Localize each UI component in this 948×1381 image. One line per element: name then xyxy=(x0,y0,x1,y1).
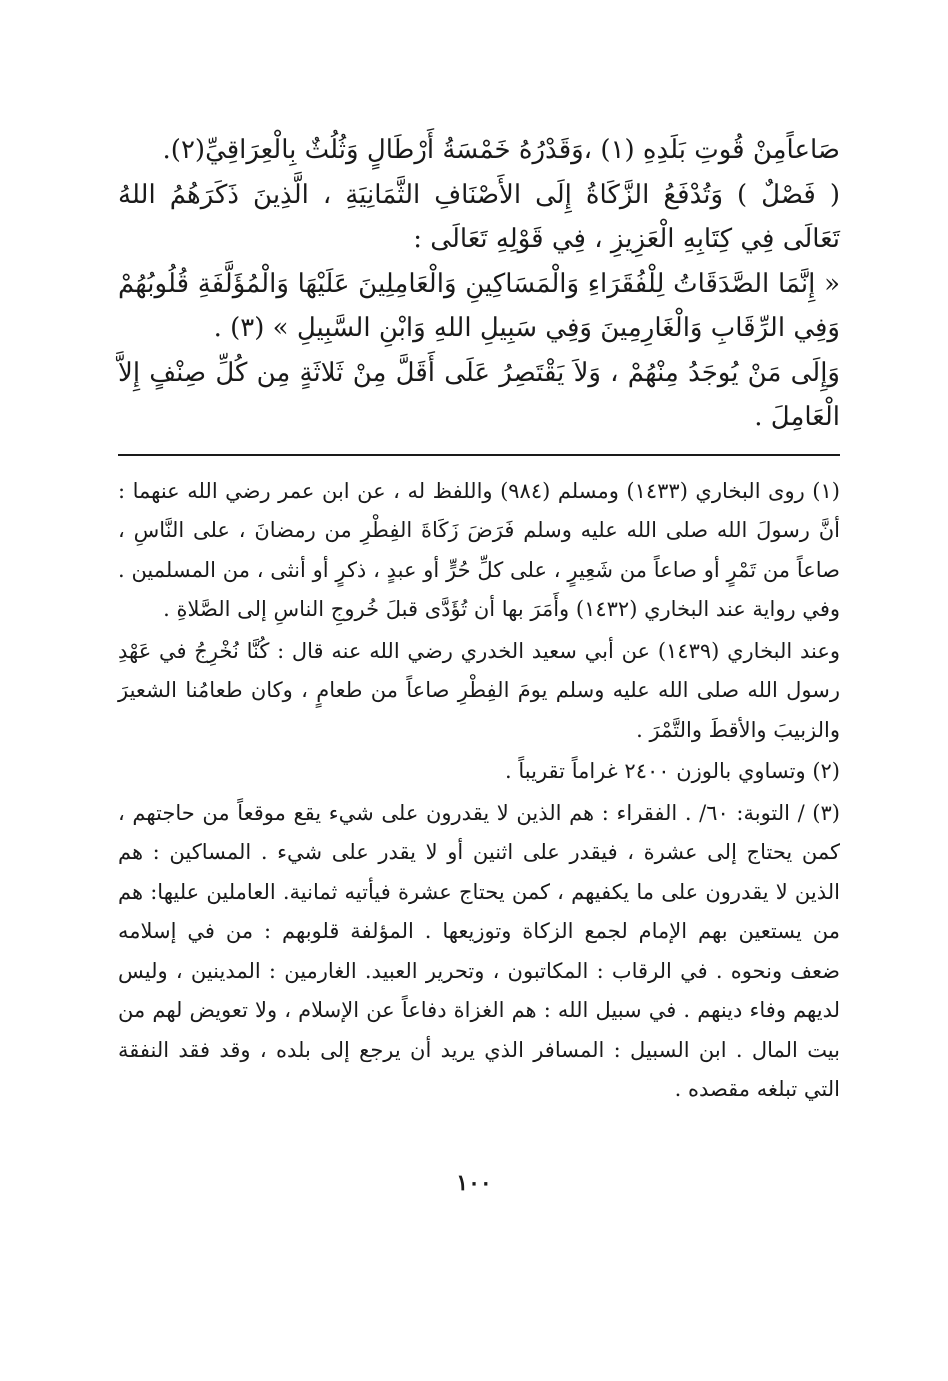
footnote-divider xyxy=(118,454,840,456)
main-paragraph-1: صَاعاًمِنْ قُوتِ بَلَدِهِ (١) ،وَقَدْرُهُ خَمْسَةُ أَرْطَالٍ وَثُلُثٌ بِالْعِرَاقِيِّ(٢). xyxy=(162,135,840,165)
footnotes xyxy=(118,472,840,1110)
main-paragraph-3-quran-verse: « إِنَّمَا الصَّدَقَاتُ لِلْفُقَرَاءِ وَالْمَسَاكِينِ وَالْعَامِلِينَ عَلَيْهَا وَالْمُؤَلَّفَةِ قُلُوبُهُمْ وَفِي الرِّقَابِ وَالْغَارِمِينَ وَفِي سَبِيلِ اللهِ وَابْنِ السَّبِيلِ » (٣) . xyxy=(118,268,840,343)
footnote-3: (٣) / التوبة: ٦٠/ . الفقراء : هم الذين لا يقدرون على شيء يقع موقعاً من حاجتهم ، كمن يحتاج إلى عشرة ، فيقدر على اثنين أو لا يقدر على شيء . المساكين : هم الذين لا يقدرون على ما يكفيهم ، كمن يحتاج عشرة فيأتيه ثمانية. العاملين عليها: هم من يستعين بهم الإمام لجمع الزكاة وتوزيعها . المؤلفة قلوبهم : من في إسلامه ضعف ونحوه . في الرقاب : المكاتبون ، وتحرير العبيد. الغارمين : المدينين ، وليس لديهم وفاء دينهم . في سبيل الله : هم الغزاة دفاعاً عن الإسلام ، ولا تعويض لهم من بيت المال . ابن السبيل : المسافر الذي يريد أن يرجع إلى بلده ، وقد فقد النفقة التي تبلغه مقصده . xyxy=(118,800,840,1101)
main-text xyxy=(118,128,840,440)
main-paragraph-2: ( فَصْلٌ ) وَتُدْفَعُ الزَّكَاةُ إِلَى الأَصْنَافِ الثَّمَانِيَةِ ، الَّذِينَ ذَكَرَهُمُ اللهُ تَعَالَى فِي كِتَابِهِ الْعَزِيزِ ، فِي قَوْلِهِ تَعَالَى : xyxy=(118,179,840,254)
main-paragraph-4: وَإِلَى مَنْ يُوجَدُ مِنْهُمْ ، وَلاَ يَقْتَصِرُ عَلَى أَقَلَّ مِنْ ثَلاثَةٍ مِن كُلِّ صِنْفٍ إِلاَّ الْعَامِلَ . xyxy=(118,357,840,432)
footnote-2: (٢) وتساوي بالوزن ٢٤٠٠ غراماً تقريباً . xyxy=(505,759,840,783)
page-number: ١٠٠ xyxy=(456,1170,492,1196)
book-page xyxy=(118,128,840,1110)
footnote-1-continued: وعند البخاري (١٤٣٩) عن أبي سعيد الخدري رضي الله عنه قال : كُنَّا نُخْرِجُ في عَهْدِ رسول الله صلى الله عليه وسلم يومَ الفِطْرِ صاعاً من طعامٍ ، وكان طعامُنا الشعيرَ والزبيبَ والأقطَ والتَّمْرَ . xyxy=(118,638,840,742)
footnote-1: (١) روى البخاري (١٤٣٣) ومسلم (٩٨٤) واللفظ له ، عن ابن عمر رضي الله عنهما : أنَّ رسولَ الله صلى الله عليه وسلم فَرَضَ زَكَاةَ الفِطْرِ من رمضانَ ، على النَّاسِ ، صاعاً من تَمْرٍ أو صاعاً من شَعِيرٍ ، على كلِّ حُرٍّ أو عبدٍ ، ذكرٍ أو أنثى ، من المسلمين . وفي رواية عند البخاري (١٤٣٢) وأَمَرَ بها أن تُؤَدَّى قبلَ خُروجِ الناسِ إلى الصَّلاةِ . xyxy=(118,478,840,621)
